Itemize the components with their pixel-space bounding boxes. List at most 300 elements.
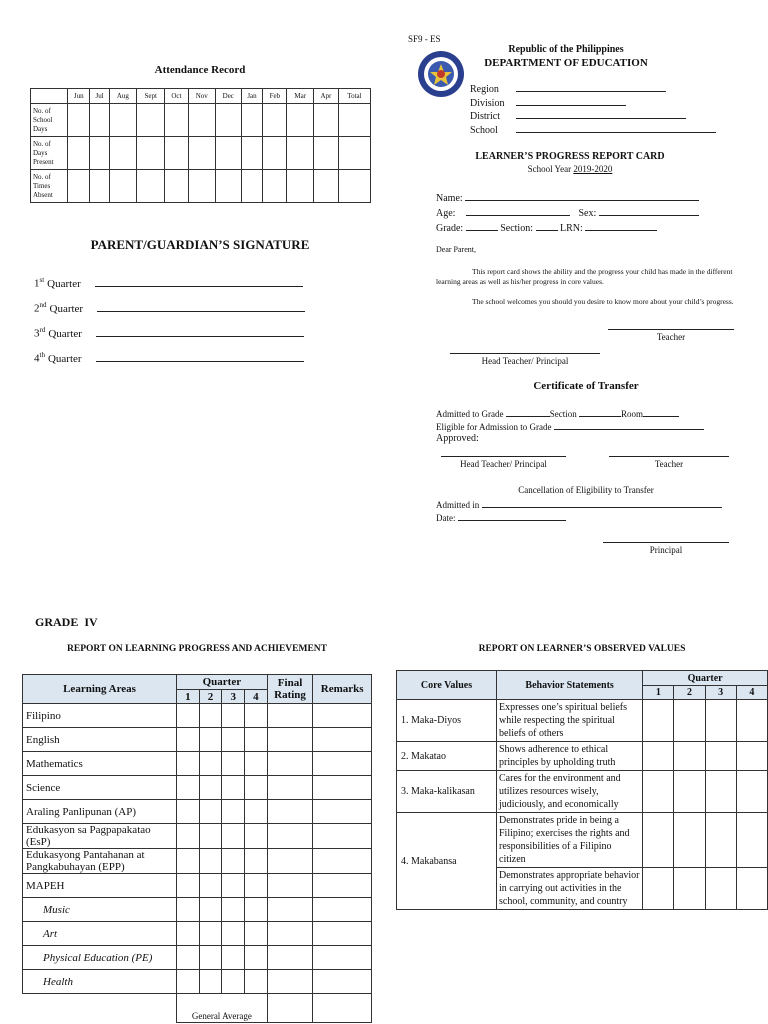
age-label: Age: bbox=[436, 208, 456, 219]
sex-line[interactable] bbox=[599, 206, 699, 216]
grade-cell[interactable] bbox=[177, 800, 200, 824]
attendance-title: Attendance Record bbox=[154, 64, 246, 76]
mapeh-component: Health bbox=[23, 970, 177, 994]
salutation: Dear Parent, bbox=[436, 245, 476, 254]
attendance-row-label: No. of School Days bbox=[31, 104, 68, 137]
attendance-month-total: Total bbox=[338, 89, 370, 104]
attendance-cell[interactable] bbox=[215, 104, 241, 137]
field-line-school[interactable] bbox=[516, 123, 716, 133]
final-rating-cell[interactable] bbox=[267, 874, 313, 898]
department-label: DEPARTMENT OF EDUCATION bbox=[484, 57, 648, 69]
principal-line[interactable] bbox=[603, 536, 729, 543]
quarter-suffix: st bbox=[39, 276, 45, 284]
room-label: Room bbox=[620, 409, 643, 419]
grade-cell[interactable] bbox=[222, 776, 245, 800]
school-year-row bbox=[420, 164, 720, 174]
attendance-corner bbox=[31, 89, 68, 104]
attendance-month-apr: Apr bbox=[313, 89, 338, 104]
behavior-statement: Demonstrates pride in being a Filipino; exercises the rights and responsibilities of a Filipino citizen bbox=[497, 813, 643, 868]
value-rating-cell[interactable] bbox=[674, 700, 705, 742]
attendance-month-aug: Aug bbox=[109, 89, 136, 104]
transfer-head-line[interactable] bbox=[441, 450, 566, 457]
attendance-cell[interactable] bbox=[215, 170, 241, 203]
quarter-number: 2 bbox=[34, 302, 40, 315]
behavior-statement: Cares for the environment and utilizes resources wisely, judiciously, and economically bbox=[497, 771, 643, 813]
grade-level: GRADE IV bbox=[35, 615, 98, 629]
head-teacher-signature bbox=[450, 344, 600, 366]
school-fields bbox=[470, 82, 730, 136]
grade-cell[interactable] bbox=[222, 824, 245, 849]
cancellation-fields bbox=[436, 498, 736, 524]
field-row-district bbox=[470, 109, 730, 123]
value-rating-cell[interactable] bbox=[736, 742, 767, 771]
attendance-month-jun: Jun bbox=[68, 89, 90, 104]
grade-cell[interactable] bbox=[199, 824, 222, 849]
learner-info bbox=[436, 191, 736, 236]
field-label-school: School bbox=[470, 124, 498, 136]
grade-cell[interactable] bbox=[177, 898, 200, 922]
learning-area: Edukasyon sa Pagpapakatao (EsP) bbox=[23, 824, 177, 849]
attendance-cell[interactable] bbox=[241, 170, 263, 203]
attendance-month-jul: Jul bbox=[90, 89, 109, 104]
remarks-cell[interactable] bbox=[313, 776, 372, 800]
final-rating-cell[interactable] bbox=[267, 970, 313, 994]
field-row-school bbox=[470, 123, 730, 137]
grade-cell[interactable] bbox=[199, 874, 222, 898]
age-sex-row bbox=[436, 206, 736, 221]
grade-cell[interactable] bbox=[199, 776, 222, 800]
room-line[interactable] bbox=[643, 407, 679, 417]
final-rating-cell[interactable] bbox=[267, 704, 313, 728]
transfer-title: Certificate of Transfer bbox=[533, 380, 639, 392]
grade-cell[interactable] bbox=[199, 898, 222, 922]
attendance-cell[interactable] bbox=[287, 104, 314, 137]
letter-paragraph-2: The school welcomes you should you desire to know more about your child’s progress. bbox=[472, 297, 734, 306]
remarks-cell[interactable] bbox=[313, 874, 372, 898]
grade-cell[interactable] bbox=[245, 704, 268, 728]
grade-cell[interactable] bbox=[177, 704, 200, 728]
quarter-suffix: nd bbox=[39, 301, 47, 309]
behavior-statement: Shows adherence to ethical principles by upholding truth bbox=[497, 742, 643, 771]
final-rating-cell[interactable] bbox=[267, 776, 313, 800]
grade-cell[interactable] bbox=[199, 970, 222, 994]
grade-cell[interactable] bbox=[177, 946, 200, 970]
attendance-cell[interactable] bbox=[68, 170, 90, 203]
attendance-table bbox=[30, 88, 371, 203]
attendance-cell[interactable] bbox=[165, 104, 188, 137]
attendance-cell[interactable] bbox=[313, 170, 338, 203]
grade-cell[interactable] bbox=[222, 970, 245, 994]
col-quarter: Quarter bbox=[177, 675, 268, 690]
values-row bbox=[397, 771, 768, 813]
value-rating-cell[interactable] bbox=[736, 868, 767, 910]
remarks-cell[interactable] bbox=[313, 824, 372, 849]
attendance-cell[interactable] bbox=[241, 104, 263, 137]
attendance-row bbox=[31, 170, 371, 203]
age-line[interactable] bbox=[466, 206, 570, 216]
values-quarter-col-1: 1 bbox=[643, 686, 674, 700]
admitted-in-row bbox=[436, 498, 736, 511]
value-rating-cell[interactable] bbox=[643, 700, 674, 742]
learning-area: Edukasyong Pantahanan at Pangkabuhayan (EPP) bbox=[23, 849, 177, 874]
remarks-cell[interactable] bbox=[313, 849, 372, 874]
grade-cell[interactable] bbox=[199, 752, 222, 776]
field-row-region bbox=[470, 82, 730, 96]
signature-line-2[interactable] bbox=[97, 302, 305, 312]
grade-cell[interactable] bbox=[222, 704, 245, 728]
grade-cell[interactable] bbox=[222, 898, 245, 922]
attendance-cell[interactable] bbox=[68, 104, 90, 137]
learning-area: Mathematics bbox=[23, 752, 177, 776]
remarks-cell[interactable] bbox=[313, 970, 372, 994]
principal-label: Principal bbox=[649, 545, 683, 555]
attendance-month-nov: Nov bbox=[188, 89, 215, 104]
letter-paragraph-1: This report card shows the ability and the progress your child has made in the different learning areas as well as his/her progress in core values. bbox=[436, 267, 733, 286]
date-label: Date: bbox=[436, 513, 456, 523]
grade-cell[interactable] bbox=[245, 970, 268, 994]
republic-label: Republic of the Philippines bbox=[508, 44, 624, 55]
grade-cell[interactable] bbox=[177, 776, 200, 800]
attendance-cell[interactable] bbox=[313, 104, 338, 137]
date-line[interactable] bbox=[458, 511, 566, 521]
quarter-col-3: 3 bbox=[222, 690, 245, 704]
value-rating-cell[interactable] bbox=[736, 813, 767, 868]
attendance-month-sept: Sept bbox=[137, 89, 165, 104]
grade-cell[interactable] bbox=[177, 874, 200, 898]
final-rating-cell[interactable] bbox=[267, 849, 313, 874]
sex-label: Sex: bbox=[578, 208, 597, 219]
quarter-number: 4 bbox=[34, 352, 40, 365]
value-rating-cell[interactable] bbox=[643, 868, 674, 910]
table-row bbox=[23, 776, 372, 800]
field-row-division bbox=[470, 96, 730, 110]
teacher-label: Teacher bbox=[656, 332, 686, 342]
table-row bbox=[23, 849, 372, 874]
grade-cell[interactable] bbox=[245, 776, 268, 800]
quarter-label: Quarter bbox=[47, 277, 81, 290]
head-teacher-signature-line[interactable] bbox=[450, 344, 600, 354]
transfer-head-signature bbox=[441, 450, 566, 469]
attendance-cell[interactable] bbox=[90, 104, 109, 137]
values-quarter-col-3: 3 bbox=[705, 686, 736, 700]
core-value: 4. Makabansa bbox=[397, 813, 497, 910]
attendance-cell[interactable] bbox=[188, 137, 215, 170]
value-rating-cell[interactable] bbox=[736, 771, 767, 813]
learning-title: REPORT ON LEARNING PROGRESS AND ACHIEVEMENT bbox=[67, 644, 327, 654]
learning-area: Araling Panlipunan (AP) bbox=[23, 800, 177, 824]
lrn-label: LRN: bbox=[560, 223, 583, 234]
name-line[interactable] bbox=[465, 191, 699, 201]
field-label-region: Region bbox=[470, 84, 499, 95]
grade-cell[interactable] bbox=[199, 704, 222, 728]
attendance-cell[interactable] bbox=[338, 170, 370, 203]
values-table bbox=[396, 670, 768, 910]
behavior-statement: Expresses one’s spiritual beliefs while respecting the spiritual beliefs of others bbox=[497, 700, 643, 742]
deped-seal bbox=[417, 50, 465, 98]
learning-area: English bbox=[23, 728, 177, 752]
general-average-cell[interactable] bbox=[267, 994, 313, 1023]
approved-label: Approved: bbox=[436, 433, 479, 444]
attendance-cell[interactable] bbox=[241, 137, 263, 170]
general-average-label: General Average bbox=[177, 994, 268, 1023]
general-average-blank bbox=[23, 994, 177, 1023]
attendance-cell[interactable] bbox=[109, 137, 136, 170]
grade-cell[interactable] bbox=[245, 874, 268, 898]
value-rating-cell[interactable] bbox=[674, 868, 705, 910]
quarter-label: Quarter bbox=[49, 302, 84, 315]
attendance-cell[interactable] bbox=[165, 137, 188, 170]
table-row bbox=[23, 752, 372, 776]
section-line-transfer[interactable] bbox=[579, 407, 621, 417]
teacher-signature bbox=[608, 320, 734, 342]
grade-cell[interactable] bbox=[177, 922, 200, 946]
signature-row-2 bbox=[34, 301, 334, 326]
col-remarks: Remarks bbox=[313, 675, 372, 704]
attendance-cell[interactable] bbox=[263, 137, 287, 170]
mapeh-component: Physical Education (PE) bbox=[23, 946, 177, 970]
signature-line-4[interactable] bbox=[96, 352, 304, 362]
grade-line[interactable] bbox=[466, 221, 498, 231]
attendance-cell[interactable] bbox=[188, 170, 215, 203]
learning-area: Science bbox=[23, 776, 177, 800]
values-quarter-col-2: 2 bbox=[674, 686, 705, 700]
value-rating-cell[interactable] bbox=[674, 813, 705, 868]
school-year-value: 2019-2020 bbox=[573, 164, 613, 174]
grade-cell[interactable] bbox=[222, 922, 245, 946]
table-row bbox=[23, 704, 372, 728]
attendance-cell[interactable] bbox=[338, 137, 370, 170]
remarks-cell[interactable] bbox=[313, 704, 372, 728]
grade-cell[interactable] bbox=[199, 728, 222, 752]
signature-list bbox=[34, 276, 334, 376]
value-rating-cell[interactable] bbox=[705, 700, 736, 742]
remarks-cell[interactable] bbox=[313, 800, 372, 824]
quarter-col-4: 4 bbox=[245, 690, 268, 704]
core-value: 3. Maka-kalikasan bbox=[397, 771, 497, 813]
attendance-cell[interactable] bbox=[137, 137, 165, 170]
quarter-suffix: th bbox=[39, 351, 45, 359]
attendance-row-label: No. of Days Present bbox=[31, 137, 68, 170]
grade-cell[interactable] bbox=[199, 800, 222, 824]
value-rating-cell[interactable] bbox=[674, 742, 705, 771]
attendance-cell[interactable] bbox=[109, 170, 136, 203]
grade-row bbox=[436, 221, 736, 236]
col-core-values: Core Values bbox=[397, 671, 497, 700]
grade-cell[interactable] bbox=[222, 752, 245, 776]
value-rating-cell[interactable] bbox=[643, 742, 674, 771]
field-line-division[interactable] bbox=[516, 96, 626, 106]
date-row bbox=[436, 511, 736, 524]
cancellation-title: Cancellation of Eligibility to Transfer bbox=[518, 485, 654, 495]
final-rating-cell[interactable] bbox=[267, 800, 313, 824]
grade-cell[interactable] bbox=[222, 874, 245, 898]
learning-area: MAPEH bbox=[23, 874, 177, 898]
admitted-grade-line[interactable] bbox=[506, 407, 550, 417]
grade-cell[interactable] bbox=[245, 849, 268, 874]
attendance-cell[interactable] bbox=[68, 137, 90, 170]
attendance-cell[interactable] bbox=[165, 170, 188, 203]
attendance-row-label: No. of Times Absent bbox=[31, 170, 68, 203]
grade-cell[interactable] bbox=[222, 800, 245, 824]
attendance-cell[interactable] bbox=[313, 137, 338, 170]
general-average-row bbox=[23, 994, 372, 1023]
general-average-remarks[interactable] bbox=[313, 994, 372, 1023]
table-row bbox=[23, 922, 372, 946]
learning-table bbox=[22, 674, 372, 1023]
value-rating-cell[interactable] bbox=[674, 771, 705, 813]
grade-cell[interactable] bbox=[177, 824, 200, 849]
grade-label: Grade: bbox=[436, 223, 464, 234]
values-row bbox=[397, 813, 768, 868]
quarter-suffix: rd bbox=[39, 326, 46, 334]
grade-cell[interactable] bbox=[245, 824, 268, 849]
col-behavior: Behavior Statements bbox=[497, 671, 643, 700]
remarks-cell[interactable] bbox=[313, 728, 372, 752]
grade-cell[interactable] bbox=[245, 752, 268, 776]
col-learning-areas: Learning Areas bbox=[23, 675, 177, 704]
final-rating-cell[interactable] bbox=[267, 946, 313, 970]
quarter-label: Quarter bbox=[47, 352, 82, 365]
attendance-month-jan: Jan bbox=[241, 89, 263, 104]
grade-cell[interactable] bbox=[177, 849, 200, 874]
final-rating-cell[interactable] bbox=[267, 898, 313, 922]
attendance-cell[interactable] bbox=[90, 137, 109, 170]
grade-cell[interactable] bbox=[177, 970, 200, 994]
form-code: SF9 - ES bbox=[408, 34, 441, 44]
grade-cell[interactable] bbox=[245, 922, 268, 946]
attendance-cell[interactable] bbox=[338, 104, 370, 137]
report-card-title: LEARNER’S PROGRESS REPORT CARD bbox=[475, 151, 665, 162]
grade-cell[interactable] bbox=[245, 898, 268, 922]
field-label-division: Division bbox=[470, 97, 505, 109]
table-row bbox=[23, 874, 372, 898]
value-rating-cell[interactable] bbox=[705, 813, 736, 868]
attendance-cell[interactable] bbox=[263, 104, 287, 137]
attendance-cell[interactable] bbox=[137, 170, 165, 203]
grade-cell[interactable] bbox=[177, 752, 200, 776]
remarks-cell[interactable] bbox=[313, 922, 372, 946]
value-rating-cell[interactable] bbox=[705, 742, 736, 771]
attendance-cell[interactable] bbox=[287, 137, 314, 170]
transfer-teacher-signature bbox=[609, 450, 729, 469]
field-line-region[interactable] bbox=[516, 82, 666, 92]
quarter-number: 3 bbox=[34, 327, 40, 340]
attendance-cell[interactable] bbox=[215, 137, 241, 170]
learning-area: Filipino bbox=[23, 704, 177, 728]
admitted-to-grade-label: Admitted to Grade bbox=[436, 409, 504, 419]
grade-cell[interactable] bbox=[199, 849, 222, 874]
eligible-line[interactable] bbox=[554, 420, 704, 430]
table-row bbox=[23, 824, 372, 849]
col-values-quarter: Quarter bbox=[643, 671, 768, 686]
quarter-label: Quarter bbox=[48, 327, 82, 340]
grade-cell[interactable] bbox=[245, 946, 268, 970]
admitted-grade-row bbox=[436, 407, 736, 420]
mapeh-component: Art bbox=[23, 922, 177, 946]
teacher-signature-line[interactable] bbox=[608, 320, 734, 330]
signature-line-3[interactable] bbox=[96, 327, 304, 337]
attendance-month-oct: Oct bbox=[165, 89, 188, 104]
head-teacher-label: Head Teacher/ Principal bbox=[481, 356, 569, 366]
transfer-teacher-line[interactable] bbox=[609, 450, 729, 457]
signature-line-1[interactable] bbox=[95, 277, 303, 287]
attendance-cell[interactable] bbox=[109, 104, 136, 137]
attendance-cell[interactable] bbox=[188, 104, 215, 137]
grade-cell[interactable] bbox=[177, 728, 200, 752]
values-row bbox=[397, 742, 768, 771]
lrn-line[interactable] bbox=[585, 221, 657, 231]
values-row bbox=[397, 700, 768, 742]
value-rating-cell[interactable] bbox=[643, 813, 674, 868]
table-row bbox=[23, 800, 372, 824]
transfer-fields bbox=[436, 407, 736, 445]
grade-cell[interactable] bbox=[245, 800, 268, 824]
grade-cell[interactable] bbox=[222, 849, 245, 874]
final-rating-cell[interactable] bbox=[267, 824, 313, 849]
values-title: REPORT ON LEARNER’S OBSERVED VALUES bbox=[478, 644, 686, 654]
grade-cell[interactable] bbox=[245, 728, 268, 752]
behavior-statement: Demonstrates appropriate behavior in carrying out activities in the school, community, and country bbox=[497, 868, 643, 910]
quarter-col-1: 1 bbox=[177, 690, 200, 704]
value-rating-cell[interactable] bbox=[643, 771, 674, 813]
quarter-col-2: 2 bbox=[199, 690, 222, 704]
name-row bbox=[436, 191, 736, 206]
col-final-rating: Final Rating bbox=[267, 675, 313, 704]
value-rating-cell[interactable] bbox=[736, 700, 767, 742]
attendance-cell[interactable] bbox=[263, 170, 287, 203]
transfer-teacher-label: Teacher bbox=[654, 459, 684, 469]
value-rating-cell[interactable] bbox=[705, 868, 736, 910]
grade-cell[interactable] bbox=[199, 922, 222, 946]
attendance-cell[interactable] bbox=[137, 104, 165, 137]
attendance-row bbox=[31, 137, 371, 170]
principal-signature bbox=[603, 536, 729, 555]
final-rating-cell[interactable] bbox=[267, 922, 313, 946]
table-row bbox=[23, 946, 372, 970]
admitted-in-line[interactable] bbox=[482, 498, 722, 508]
mapeh-component: Music bbox=[23, 898, 177, 922]
value-rating-cell[interactable] bbox=[705, 771, 736, 813]
remarks-cell[interactable] bbox=[313, 752, 372, 776]
signature-row-3 bbox=[34, 326, 334, 351]
grade-cell[interactable] bbox=[199, 946, 222, 970]
values-quarter-col-4: 4 bbox=[736, 686, 767, 700]
remarks-cell[interactable] bbox=[313, 946, 372, 970]
admitted-in-label: Admitted in bbox=[436, 500, 480, 510]
field-label-district: District bbox=[470, 111, 500, 122]
remarks-cell[interactable] bbox=[313, 898, 372, 922]
section-label: Section: bbox=[500, 223, 533, 234]
section-line[interactable] bbox=[536, 221, 558, 231]
attendance-cell[interactable] bbox=[90, 170, 109, 203]
table-row bbox=[23, 970, 372, 994]
core-value: 1. Maka-Diyos bbox=[397, 700, 497, 742]
section-label-transfer: Section bbox=[549, 409, 577, 419]
final-rating-cell[interactable] bbox=[267, 728, 313, 752]
eligible-row bbox=[436, 420, 736, 433]
attendance-cell[interactable] bbox=[287, 170, 314, 203]
grade-cell[interactable] bbox=[222, 728, 245, 752]
final-rating-cell[interactable] bbox=[267, 752, 313, 776]
transfer-head-label: Head Teacher/ Principal bbox=[460, 459, 547, 469]
signature-row-1 bbox=[34, 276, 334, 301]
school-year-label: School Year bbox=[527, 164, 572, 174]
table-row bbox=[23, 898, 372, 922]
field-line-district[interactable] bbox=[516, 109, 686, 119]
table-row bbox=[23, 728, 372, 752]
signature-title: PARENT/GUARDIAN’S SIGNATURE bbox=[90, 237, 310, 252]
grade-cell[interactable] bbox=[222, 946, 245, 970]
